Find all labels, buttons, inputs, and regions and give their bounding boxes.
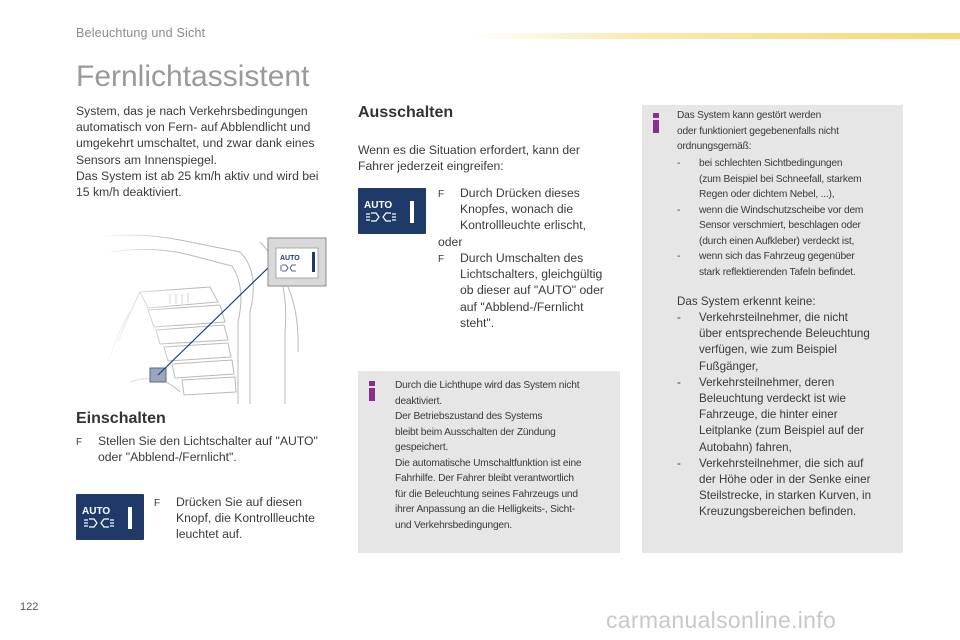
step-line: Lichtschalters, gleichgültig (460, 267, 603, 282)
dash-marker: - (677, 311, 681, 324)
detection-list (677, 310, 901, 521)
dash-marker: - (677, 158, 681, 169)
info-line: ihrer Anpassung an die Helligkeits-, Sicht- (395, 504, 575, 515)
info-icon (652, 113, 660, 133)
item-line: der Höhe oder in der Senke einer (699, 473, 871, 487)
auto-button-icon (76, 494, 144, 540)
dashboard-switch-illustration (100, 232, 328, 404)
ausschalten-heading: Ausschalten (358, 104, 454, 121)
callout-auto-label: AUTO (280, 255, 300, 262)
intro-line: umgekehrt umschaltet, und zwar dank eines (76, 136, 315, 151)
page-number: 122 (20, 601, 39, 613)
list-item (677, 249, 901, 280)
ausschalten-step-1 (438, 185, 618, 234)
item-line: Verkehrsteilnehmer, die nicht (699, 311, 848, 324)
info-line: Fahrhilfe. Der Fahrer bleibt verantwortlich (395, 473, 574, 484)
dash-marker: - (677, 251, 681, 262)
oder-label: oder (438, 235, 463, 249)
header-accent-bar (470, 33, 960, 39)
item-line: über entsprechende Beleuchtung (699, 327, 870, 341)
item-line: Verkehrsteilnehmer, deren (699, 375, 835, 389)
intro-paragraph (76, 103, 336, 200)
intro-line: Fahrer jederzeit eingreifen: (358, 159, 504, 174)
step-line: steht". (460, 315, 495, 330)
list-item (677, 456, 901, 521)
auto-button-icon (358, 188, 426, 234)
list-item (677, 310, 901, 375)
page-title: Fernlichtassistent (76, 60, 310, 93)
item-line: Kreuzungsbereichen befinden. (699, 505, 857, 519)
info-line: Der Betriebszustand des Systems (395, 411, 543, 422)
info-icon (368, 381, 376, 401)
item-line: wenn sich das Fahrzeug gegenüber (699, 251, 855, 262)
step-line: ob dieser auf "AUTO" oder (460, 283, 604, 298)
info-line: ordnungsgemäß: (677, 141, 752, 152)
item-line: Sensor verschmiert, beschlagen oder (699, 220, 861, 231)
item-line: bei schlechten Sichtbedingungen (699, 158, 843, 169)
info-box-lichthupe (358, 371, 620, 553)
item-line: Fahrzeuge, die hinter einer (699, 408, 838, 422)
bullet-arrow-icon: F (154, 498, 161, 509)
auto-label: AUTO (82, 506, 111, 517)
ausschalten-step-2 (438, 250, 618, 331)
step-line: Kontrollleuchte erlischt, (460, 218, 586, 233)
item-line: wenn die Windschutzscheibe vor dem (699, 204, 864, 216)
step-line: oder "Abblend-/Fernlicht". (98, 450, 237, 465)
item-line: (durch einen Aufkleber) verdeckt ist, (699, 235, 855, 247)
einschalten-step-1 (76, 433, 336, 465)
info-line: Durch die Lichthupe wird das System nicht (395, 380, 580, 391)
item-line: stark reflektierenden Tafeln befindet. (699, 266, 856, 278)
list-item (677, 203, 901, 250)
step-line: Drücken Sie auf diesen (176, 495, 303, 509)
item-line: Steilstrecke, in starken Kurven, in (699, 489, 872, 503)
dash-marker: - (677, 456, 681, 470)
step-line: Durch Umschalten des (460, 251, 584, 265)
auto-label: AUTO (364, 200, 393, 211)
intro-line: automatisch von Fern- auf Abblendlicht und (76, 120, 311, 135)
step-line: Knopfes, wonach die (460, 202, 574, 217)
intro-line: System, das je nach Verkehrsbedingungen (76, 104, 308, 118)
intro-line: Das System ist ab 25 km/h aktiv und wird bei (76, 168, 319, 183)
bullet-arrow-icon: F (438, 189, 445, 200)
bullet-arrow-icon: F (76, 437, 83, 448)
item-line: verfügen, wie zum Beispiel (699, 343, 837, 357)
info-line: Das System kann gestört werden (677, 110, 822, 121)
item-line: Leitplanke (zum Beispiel auf der (699, 424, 864, 438)
step-line: Durch Drücken dieses (460, 186, 580, 200)
info-line: deaktiviert. (395, 395, 442, 407)
intro-line: 15 km/h deaktiviert. (76, 185, 182, 200)
einschalten-step-2 (154, 494, 334, 543)
info-line: für die Beleuchtung seines Fahrzeugs und (395, 488, 578, 500)
step-line: auf "Abblend-/Fernlicht (460, 299, 584, 314)
dash-marker: - (677, 375, 681, 389)
info-line: bleibt beim Ausschalten der Zündung (395, 426, 556, 438)
dash-marker: - (677, 204, 681, 216)
detection-intro: Das System erkennt keine: (677, 295, 816, 308)
list-item (677, 375, 901, 456)
item-line: (zum Beispiel bei Schneefall, starkem (699, 173, 862, 185)
intro-line: Wenn es die Situation erfordert, kann der (358, 143, 580, 157)
step-line: leuchtet auf. (176, 527, 243, 542)
info-line: oder funktioniert gegebenenfalls nicht (677, 125, 839, 137)
item-line: Autobahn) fahren, (699, 440, 792, 454)
info-line: und Verkehrsbedingungen. (395, 519, 512, 531)
bullet-arrow-icon: F (438, 254, 445, 265)
intro-line: Sensors am Innenspiegel. (76, 152, 217, 167)
info-line: Die automatische Umschaltfunktion ist eine (395, 457, 582, 469)
einschalten-heading: Einschalten (76, 410, 166, 427)
info-box-stoerungen (642, 105, 903, 553)
step-line: Knopf, die Kontrollleuchte (176, 511, 315, 526)
stoerung-list (677, 156, 901, 280)
item-line: Fußgänger, (699, 359, 759, 373)
list-item (677, 156, 901, 203)
item-line: Regen oder dichtem Nebel, ...), (699, 189, 835, 200)
item-line: Verkehrsteilnehmer, die sich auf (699, 456, 864, 470)
watermark: carmanualsonline.info (606, 607, 837, 633)
step-line: Stellen Sie den Lichtschalter auf "AUTO" (98, 434, 318, 448)
section-header: Beleuchtung und Sicht (76, 26, 206, 40)
ausschalten-intro (358, 142, 618, 174)
item-line: Beleuchtung verdeckt ist wie (699, 392, 846, 406)
info-line: gespeichert. (395, 442, 449, 453)
